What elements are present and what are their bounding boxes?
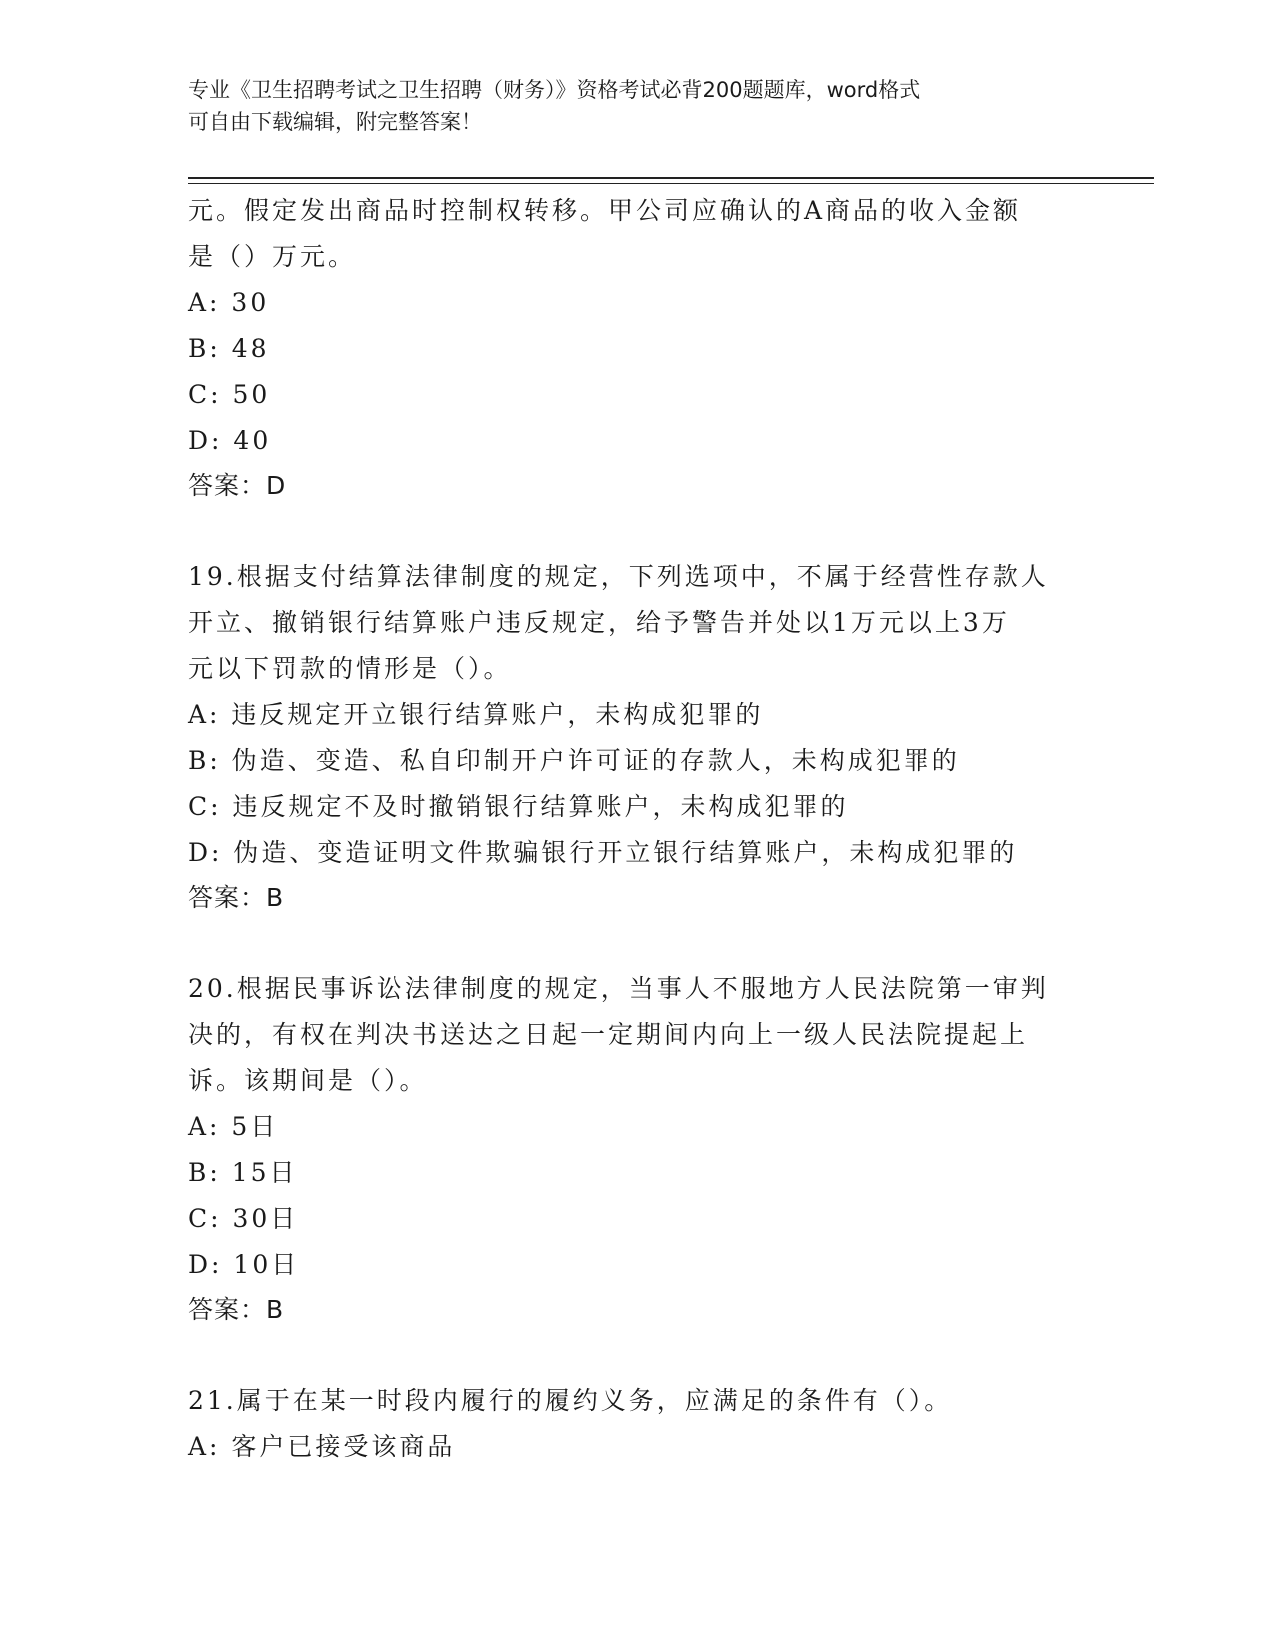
- answer-line: 答案：D: [188, 471, 287, 500]
- question-18: [188, 188, 1148, 508]
- answer-line: 答案：B: [188, 1295, 285, 1324]
- header-title-line-2: 可自由下载编辑，附完整答案！: [188, 110, 482, 134]
- question-gap: [188, 1332, 1148, 1378]
- question-20: [188, 966, 1148, 1332]
- question-21: [188, 1378, 1148, 1470]
- document-header: [188, 74, 1088, 138]
- option-c: C: 30日: [188, 1204, 299, 1233]
- question-stem-line: 是（）万元。: [188, 242, 357, 271]
- answer-line: 答案：B: [188, 883, 285, 912]
- question-list: [188, 188, 1148, 1470]
- option-c: C: 违反规定不及时撤销银行结算账户，未构成犯罪的: [188, 792, 849, 821]
- header-title-line-1: 专业《卫生招聘考试之卫生招聘（财务）》资格考试必背200题题库，word格式: [188, 78, 921, 102]
- question-gap: [188, 920, 1148, 966]
- question-stem-line: 诉。该期间是（）。: [188, 1066, 428, 1095]
- option-d: D: 伪造、变造证明文件欺骗银行开立银行结算账户，未构成犯罪的: [188, 838, 1018, 867]
- header-divider-thick: [188, 177, 1154, 179]
- question-stem-line: 决的，有权在判决书送达之日起一定期间内向上一级人民法院提起上: [188, 1020, 1029, 1049]
- option-b: B: 15日: [188, 1158, 298, 1187]
- question-stem-line: 开立、撤销银行结算账户违反规定，给予警告并处以1万元以上3万: [188, 608, 1010, 637]
- option-d: D: 10日: [188, 1250, 300, 1279]
- option-b: B: 48: [188, 334, 270, 363]
- question-stem-line: 21.属于在某一时段内履行的履约义务，应满足的条件有（）。: [188, 1386, 953, 1415]
- question-19: [188, 554, 1148, 920]
- option-d: D: 40: [188, 426, 272, 455]
- option-c: C: 50: [188, 380, 271, 409]
- question-stem-line: 19.根据支付结算法律制度的规定，下列选项中，不属于经营性存款人: [188, 562, 1049, 591]
- header-divider-thin: [188, 183, 1154, 184]
- question-stem-line: 20.根据民事诉讼法律制度的规定，当事人不服地方人民法院第一审判: [188, 974, 1049, 1003]
- question-stem-line: 元。假定发出商品时控制权转移。甲公司应确认的A商品的收入金额: [188, 196, 1022, 225]
- option-b: B: 伪造、变造、私自印制开户许可证的存款人，未构成犯罪的: [188, 746, 960, 775]
- option-a: A: 客户已接受该商品: [188, 1432, 456, 1461]
- question-gap: [188, 508, 1148, 554]
- option-a: A: 30: [188, 288, 270, 317]
- option-a: A: 5日: [188, 1112, 279, 1141]
- question-stem-line: 元以下罚款的情形是（）。: [188, 654, 512, 683]
- option-a: A: 违反规定开立银行结算账户，未构成犯罪的: [188, 700, 764, 729]
